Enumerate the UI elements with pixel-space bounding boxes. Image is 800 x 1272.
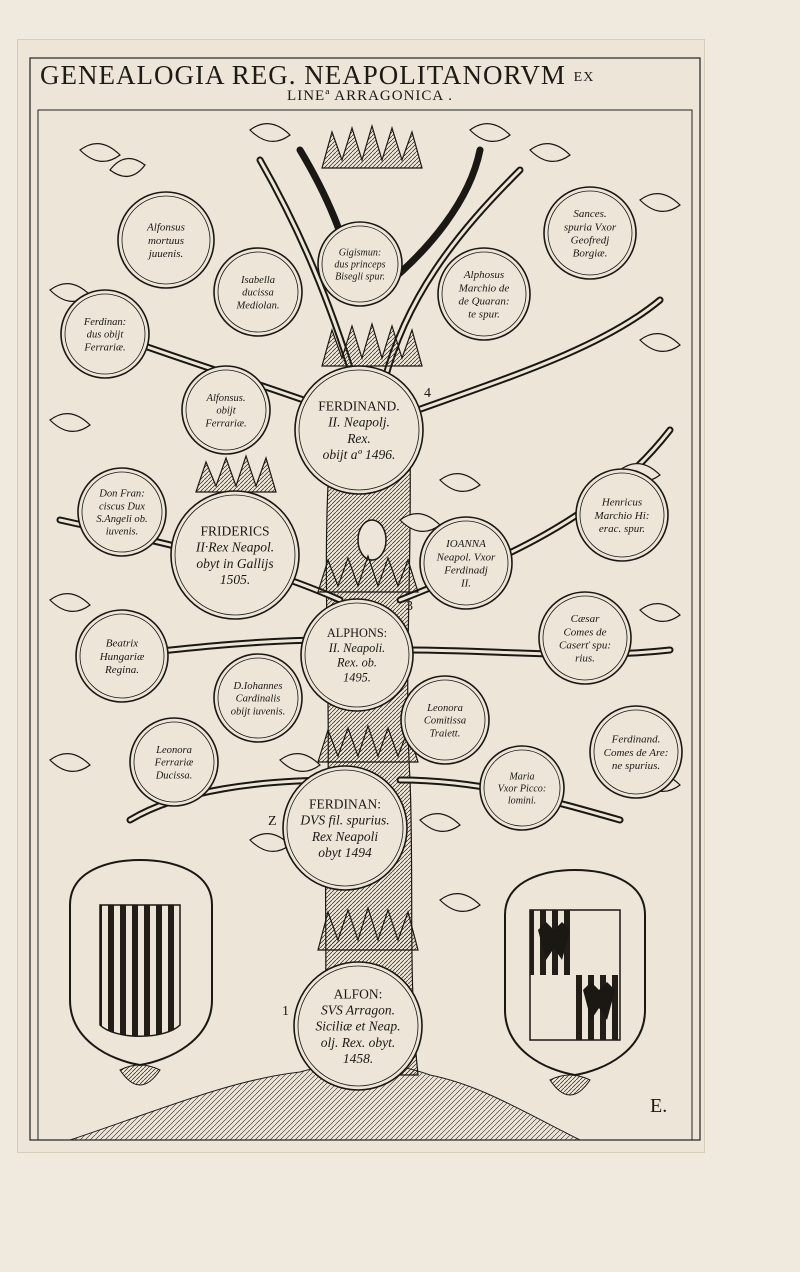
medallion-line: Siciliæ et Neap. [315, 1018, 401, 1034]
crown-icon [196, 456, 276, 492]
medallion-line: Leonora [427, 703, 463, 715]
title-text: GENEALOGIA REG. NEAPOLITANORVM [40, 60, 566, 90]
medallion-line: Alphosus [463, 269, 505, 282]
relative-medallion-alphosus-marchio [438, 248, 530, 340]
medallion-line: FERDINAND. [318, 398, 400, 414]
relative-medallion-sances [544, 187, 636, 279]
medallion-line: Rex Neapoli [311, 828, 379, 844]
medallion-line: D.Iohannes [233, 681, 283, 693]
medallion-line: Beatrix [105, 637, 139, 650]
medallion-line: obyt in Gallijs [196, 555, 274, 571]
king-medallion [301, 599, 413, 711]
medallion-line: II. [460, 577, 472, 590]
relative-medallion-beatrix [76, 610, 168, 702]
relative-medallion-leonora-comitissa [401, 676, 489, 764]
medallion-line: 1495. [343, 670, 371, 685]
relative-medallion-ferdinandus-ferrariae [61, 290, 149, 378]
medallion-line: 1458. [342, 1051, 374, 1067]
medallion-line: ALPHONS: [326, 626, 388, 641]
medallion-line: lomini. [507, 795, 537, 807]
relative-medallion-don-franciscus [78, 468, 166, 556]
generation-number: 4 [424, 386, 431, 401]
medallion-line: Don Fran: [99, 488, 145, 500]
medallion-line: Comitissa [423, 715, 467, 727]
medallion-line: Comes de Are: [603, 746, 669, 759]
medallion-line: Sances. [573, 208, 607, 221]
medallion-line: Rex. [347, 430, 371, 446]
medallion-line: 1505. [219, 572, 251, 588]
medallion-line: rius. [575, 652, 595, 665]
medallion-line: ciscus Dux [99, 501, 145, 513]
medallion-line: ne spurius. [611, 760, 661, 773]
medallion-line: DVS fil. spurius. [300, 812, 390, 828]
king-medallion [294, 962, 422, 1090]
medallion-line: Ferrariæ. [84, 342, 126, 354]
medallion-line: Isabella [241, 275, 275, 287]
medallion-line: ducissa [242, 287, 274, 299]
page-subtitle: LINEª ARRAGONICA . [287, 88, 453, 104]
medallion-line: Traiett. [429, 728, 461, 740]
medallion-line: Mediolan. [236, 300, 280, 312]
relative-medallion-gigismundus [318, 222, 402, 306]
relative-medallion-ferdinand-comes [590, 706, 682, 798]
medallion-line: Maria [509, 771, 535, 783]
medallion-line: Regina. [105, 664, 139, 677]
medallion-line: Rex. ob. [337, 655, 377, 670]
medallion-line: olj. Rex. obyt. [320, 1034, 396, 1050]
medallion-line: Neapol. Vxor [436, 551, 496, 564]
relative-medallion-alfonsus-ferrariae [182, 366, 270, 454]
medallion-line: II·Rex Neapol. [195, 539, 275, 555]
medallion-line: S.Angeli ob. [96, 514, 148, 526]
generation-number: 1 [282, 1004, 289, 1019]
medallion-line: Alfonsus. [206, 393, 246, 405]
medallion-line: Bisegli spur. [335, 271, 385, 283]
medallion-line: obyt 1494 [318, 845, 372, 861]
relative-medallion-henricus [576, 469, 668, 561]
medallion-line: SVS Arragon. [320, 1002, 396, 1018]
medallion-line: de Quaran: [458, 295, 510, 308]
medallion-line: spuria Vxor [563, 221, 617, 234]
medallion-line: Ferrariæ [154, 757, 194, 769]
medallion-line: ALFON: [333, 986, 383, 1002]
medallion-line: Hungariæ [99, 650, 145, 663]
medallion-line: te spur. [468, 308, 500, 321]
king-medallion [283, 766, 407, 890]
medallion-line: obijt aº 1496. [322, 447, 396, 463]
medallion-line: FRIDERICS [200, 523, 270, 539]
medallion-line: erac. spur. [598, 523, 646, 536]
relative-medallion-leonora-ferrariae [130, 718, 218, 806]
medallion-line: Borgiæ. [572, 247, 608, 260]
relative-medallion-ioanna [420, 517, 512, 609]
title-ex: EX [573, 69, 595, 85]
medallion-line: IOANNA [446, 538, 486, 551]
medallion-line: Leonora [156, 745, 192, 757]
medallion-line: juuenis. [148, 248, 184, 261]
relative-medallion-caesar [539, 592, 631, 684]
relative-medallion-maria [480, 746, 564, 830]
medallion-line: iuvenis. [105, 526, 139, 538]
king-medallion [295, 366, 423, 494]
medallion-line: Ferdinan: [83, 317, 127, 329]
medallion-line: Geofredj [570, 234, 610, 247]
medallion-line: Alfonsus [147, 221, 185, 234]
medallion-line: FERDINAN: [308, 796, 382, 812]
plate-letter: E. [650, 1095, 668, 1117]
trunk-knot [358, 520, 386, 560]
generation-number: 3 [406, 599, 413, 614]
medallion-line: dus princeps [334, 259, 386, 271]
medallion-line: Ferrariæ. [205, 418, 247, 430]
medallion-line: Cæsar [570, 613, 600, 626]
medallion-line: II. Neapolj. [328, 414, 390, 430]
crown-icon [322, 126, 422, 168]
medallion-line: Caserť spu: [559, 639, 611, 652]
quartered-shield-right [505, 870, 645, 1095]
medallion-line: Marchio Hi: [594, 509, 650, 522]
relative-medallion-isabella [214, 248, 302, 336]
medallion-line: mortuus [147, 234, 185, 247]
medallion-line: Ferdinand. [611, 733, 661, 746]
relative-medallion-d-iohannes [214, 654, 302, 742]
medallion-line: Cardinalis [235, 693, 281, 705]
frederic-medallion [171, 491, 299, 619]
aragon-shield-left [70, 860, 212, 1085]
medallion-line: obijt iuvenis. [230, 706, 286, 718]
relative-medallion-alfonsus-mortuus [118, 192, 214, 288]
medallion-line: Ducissa. [155, 770, 193, 782]
medallion-line: Gigismun: [338, 247, 382, 259]
medallion-line: obijt [216, 405, 236, 417]
medallion-line: Marchio de [458, 282, 510, 295]
medallion-line: Vxor Picco: [497, 783, 547, 795]
generation-number: Z [268, 814, 277, 829]
medallion-line: dus obijt [86, 329, 124, 341]
medallion-line: Comes de [563, 626, 607, 639]
medallion-line: Ferdinadj [444, 564, 488, 577]
medallion-line: II. Neapoli. [328, 640, 386, 655]
medallion-line: Henricus [601, 496, 643, 509]
